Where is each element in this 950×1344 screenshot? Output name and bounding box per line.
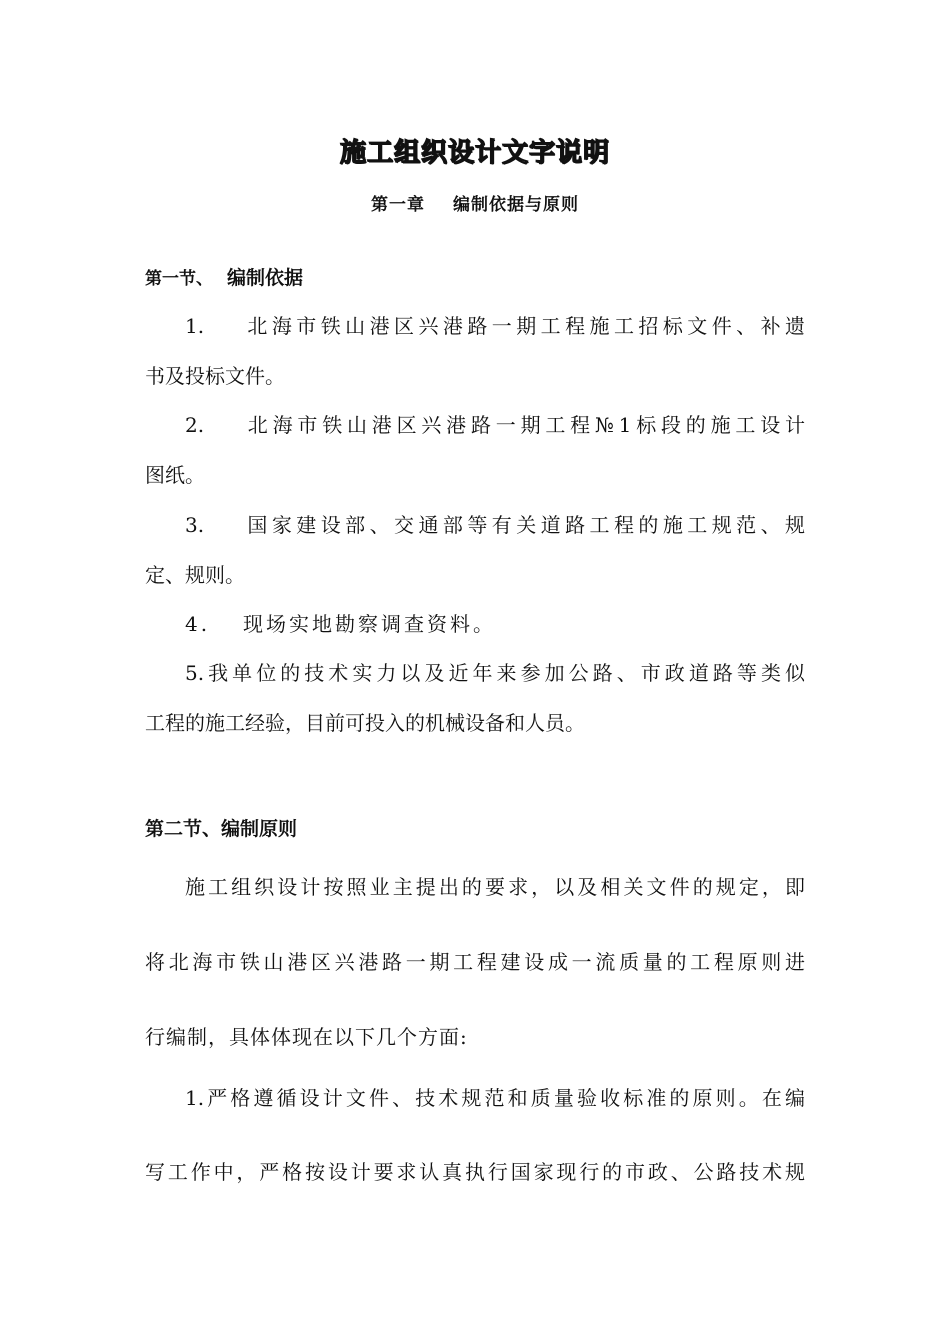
basis-item-4-number: 4. <box>185 612 211 636</box>
basis-item-5-line-2: 工程的施工经验，目前可投入的机械设备和人员。 <box>145 711 585 735</box>
basis-item-1-line-1: 1. 北海市铁山港区兴港路一期工程施工招标文件、补遗 <box>185 314 805 338</box>
basis-item-5-line-1: 5.我单位的技术实力以及近年来参加公路、市政道路等类似 <box>185 661 805 685</box>
basis-item-3-line-2: 定、规则。 <box>145 563 245 587</box>
section-2-heading: 第二节、编制原则 <box>145 818 298 840</box>
document-title: 施工组织设计文字说明 <box>339 138 610 168</box>
basis-item-1-number: 1. <box>185 314 205 338</box>
principle-intro-line-3: 行编制，具体体现在以下几个方面: <box>145 1025 468 1049</box>
basis-item-2-line-2: 图纸。 <box>145 463 205 487</box>
basis-item-2-line-1: 2. 北海市铁山港区兴港路一期工程№1标段的施工设计 <box>185 413 805 437</box>
section-1-number: 第一节、 <box>145 269 213 289</box>
basis-item-1-line-2: 书及投标文件。 <box>145 364 285 388</box>
chapter-heading <box>0 190 950 215</box>
principle-intro-line-2: 将北海市铁山港区兴港路一期工程建设成一流质量的工程原则进 <box>145 950 805 974</box>
chapter-number: 第一章 <box>371 195 425 215</box>
section-1-title: 编制依据 <box>227 267 304 289</box>
principle-item-1-line-2: 写工作中，严格按设计要求认真执行国家现行的市政、公路技术规 <box>145 1160 805 1184</box>
basis-item-3-line-1: 3. 国家建设部、交通部等有关道路工程的施工规范、规 <box>185 513 805 537</box>
principle-intro-line-1: 施工组织设计按照业主提出的要求，以及相关文件的规定，即 <box>185 875 805 899</box>
basis-item-3-number: 3. <box>185 513 205 537</box>
section-1-heading <box>145 263 303 290</box>
basis-item-2-number: 2. <box>185 413 205 437</box>
basis-item-4-line-1: 4. 现场实地勘察调查资料。 <box>185 612 496 636</box>
principle-item-1-line-1: 1.严格遵循设计文件、技术规范和质量验收标准的原则。在编 <box>185 1086 805 1110</box>
chapter-title: 编制依据与原则 <box>453 195 579 215</box>
